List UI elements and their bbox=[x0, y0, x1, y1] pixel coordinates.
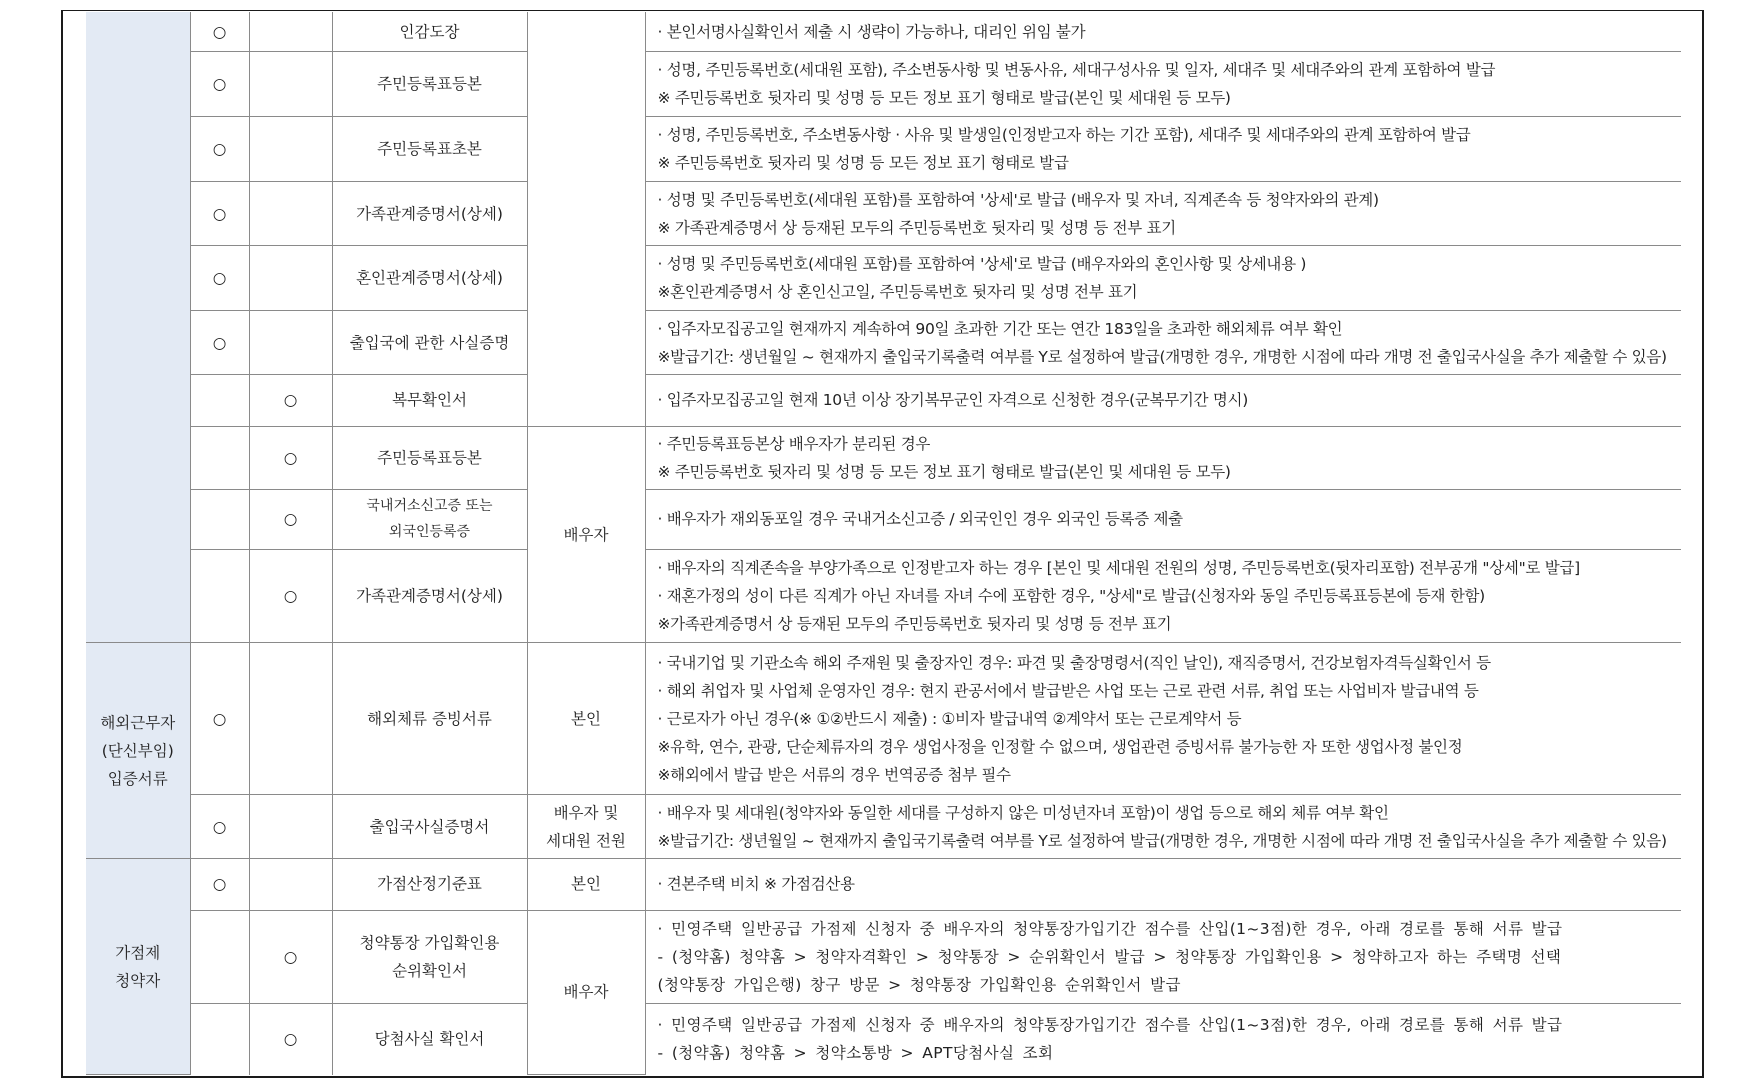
document-notes: · 성명 및 주민등록번호(세대원 포함)를 포함하여 '상세'로 발급 (배우자 및 자녀, 직계존속 등 청약자와의 관계) ※ 가족관계증명서 상 등재된 모두의 주민등록번호 뒷자리 및 성명 등 전부 표기 bbox=[645, 181, 1681, 246]
document-name: 가점산정기준표 bbox=[332, 859, 527, 911]
optional-mark-empty bbox=[249, 12, 332, 52]
required-mark: ○ bbox=[190, 795, 249, 859]
optional-mark-empty bbox=[249, 795, 332, 859]
document-notes: · 민영주택 일반공급 가점제 신청자 중 배우자의 청약통장가입기간 점수를 산입(1~3점)한 경우, 아래 경로를 통해 서류 발급 - (청약홈) 청약홈 > 청약자격확인 > 청약통장 > 순위확인서 발급 > 청약통장 가입확인용 > 청약하고자 하는 주택명 선택 (청약통장 가입은행) 창구 방문 > 청약통장 가입확인용 순위확인서 발급 bbox=[645, 910, 1681, 1003]
table-row bbox=[86, 643, 1681, 795]
document-name: 복무확인서 bbox=[332, 375, 527, 427]
table-row bbox=[86, 116, 1681, 181]
required-mark: ○ bbox=[190, 859, 249, 911]
optional-mark-empty bbox=[249, 859, 332, 911]
optional-mark-empty bbox=[249, 116, 332, 181]
target-spouse-household: 배우자 및 세대원 전원 bbox=[527, 795, 645, 859]
category-overseas: 해외근무자 (단신부임) 입증서류 bbox=[86, 643, 190, 859]
document-name: 인감도장 bbox=[332, 12, 527, 52]
document-name: 주민등록표등본 bbox=[332, 426, 527, 489]
required-mark: ○ bbox=[190, 12, 249, 52]
document-notes: · 배우자 및 세대원(청약자와 동일한 세대를 구성하지 않은 미성년자녀 포함)이 생업 등으로 해외 체류 여부 확인 ※발급기간: 생년월일 ~ 현재까지 출입국기록출력 여부를 Y로 설정하여 발급(개명한 경우, 개명한 시점에 따라 개명 전 출입국사실을 추가 제출할 수 있음) bbox=[645, 795, 1681, 859]
table-row bbox=[86, 12, 1681, 52]
document-notes: · 성명, 주민등록번호, 주소변동사항 · 사유 및 발생일(인정받고자 하는 기간 포함), 세대주 및 세대주와의 관계 포함하여 발급 ※ 주민등록번호 뒷자리 및 성명 등 모든 정보 표기 형태로 발급 bbox=[645, 116, 1681, 181]
optional-mark: ○ bbox=[249, 910, 332, 1003]
document-notes: · 입주자모집공고일 현재까지 계속하여 90일 초과한 기간 또는 연간 183일을 초과한 해외체류 여부 확인 ※발급기간: 생년월일 ~ 현재까지 출입국기록출력 여부를 Y로 설정하여 발급(개명한 경우, 개명한 시점에 따라 개명 전 출입국사실을 추가 제출할 수 있음) bbox=[645, 311, 1681, 375]
table-row bbox=[86, 52, 1681, 117]
table-row bbox=[86, 426, 1681, 489]
optional-mark-empty bbox=[249, 311, 332, 375]
document-notes: · 배우자의 직계존속을 부양가족으로 인정받고자 하는 경우 [본인 및 세대원 전원의 성명, 주민등록번호(뒷자리포함) 전부공개 "상세"로 발급] · 재혼가정의 성이 다른 직계가 아닌 자녀를 자녀 수에 포함한 경우, "상세"로 발급(신청자와 동일 주민등록표등본에 등재 한함) ※가족관계증명서 상 등재된 모두의 주민등록번호 뒷자리 및 성명 등 전부 표기 bbox=[645, 550, 1681, 643]
document-name: 주민등록표초본 bbox=[332, 116, 527, 181]
document-notes: · 입주자모집공고일 현재 10년 이상 장기복무군인 자격으로 신청한 경우(군복무기간 명시) bbox=[645, 375, 1681, 427]
table-row bbox=[86, 859, 1681, 911]
target-self: 본인 bbox=[527, 643, 645, 795]
optional-mark-empty bbox=[249, 52, 332, 117]
document-name: 출입국사실증명서 bbox=[332, 795, 527, 859]
category-points: 가점제 청약자 bbox=[86, 859, 190, 1075]
optional-mark: ○ bbox=[249, 550, 332, 643]
optional-mark-empty bbox=[249, 643, 332, 795]
category-cell-continued bbox=[86, 12, 190, 643]
target-cell-continued bbox=[527, 12, 645, 426]
table-row bbox=[86, 795, 1681, 859]
document-name: 청약통장 가입확인용 순위확인서 bbox=[332, 910, 527, 1003]
required-mark-empty bbox=[190, 375, 249, 427]
required-mark-empty bbox=[190, 550, 249, 643]
required-mark-empty bbox=[190, 1003, 249, 1074]
document-notes: · 배우자가 재외동포일 경우 국내거소신고증 / 외국인인 경우 외국인 등록증 제출 bbox=[645, 489, 1681, 550]
required-mark: ○ bbox=[190, 181, 249, 246]
document-name: 출입국에 관한 사실증명 bbox=[332, 311, 527, 375]
table-row bbox=[86, 550, 1681, 643]
required-mark: ○ bbox=[190, 246, 249, 311]
target-spouse: 배우자 bbox=[527, 426, 645, 643]
document-name: 해외체류 증빙서류 bbox=[332, 643, 527, 795]
document-name: 당첨사실 확인서 bbox=[332, 1003, 527, 1074]
table-row bbox=[86, 311, 1681, 375]
document-notes: · 성명 및 주민등록번호(세대원 포함)를 포함하여 '상세'로 발급 (배우자와의 혼인사항 및 상세내용 ) ※혼인관계증명서 상 혼인신고일, 주민등록번호 뒷자리 및 성명 전부 표기 bbox=[645, 246, 1681, 311]
table-row bbox=[86, 181, 1681, 246]
document-name: 가족관계증명서(상세) bbox=[332, 181, 527, 246]
required-mark-empty bbox=[190, 489, 249, 550]
target-spouse: 배우자 bbox=[527, 910, 645, 1074]
table-row bbox=[86, 489, 1681, 550]
document-notes: · 견본주택 비치 ※ 가점검산용 bbox=[645, 859, 1681, 911]
required-documents-table bbox=[86, 12, 1681, 1075]
table-row bbox=[86, 1003, 1681, 1074]
optional-mark-empty bbox=[249, 181, 332, 246]
document-notes: · 본인서명사실확인서 제출 시 생략이 가능하나, 대리인 위임 불가 bbox=[645, 12, 1681, 52]
document-name: 국내거소신고증 또는 외국인등록증 bbox=[332, 489, 527, 550]
optional-mark: ○ bbox=[249, 375, 332, 427]
required-mark-empty bbox=[190, 910, 249, 1003]
document-notes: · 주민등록표등본상 배우자가 분리된 경우 ※ 주민등록번호 뒷자리 및 성명 등 모든 정보 표기 형태로 발급(본인 및 세대원 등 모두) bbox=[645, 426, 1681, 489]
optional-mark: ○ bbox=[249, 489, 332, 550]
table-row bbox=[86, 910, 1681, 1003]
target-self: 본인 bbox=[527, 859, 645, 911]
required-mark: ○ bbox=[190, 52, 249, 117]
optional-mark: ○ bbox=[249, 1003, 332, 1074]
document-name: 주민등록표등본 bbox=[332, 52, 527, 117]
optional-mark-empty bbox=[249, 246, 332, 311]
document-notes: · 민영주택 일반공급 가점제 신청자 중 배우자의 청약통장가입기간 점수를 산입(1~3점)한 경우, 아래 경로를 통해 서류 발급 - (청약홈) 청약홈 > 청약소통방 > APT당첨사실 조회 bbox=[645, 1003, 1681, 1074]
document-name: 가족관계증명서(상세) bbox=[332, 550, 527, 643]
required-mark-empty bbox=[190, 426, 249, 489]
table-row bbox=[86, 246, 1681, 311]
required-mark: ○ bbox=[190, 116, 249, 181]
required-mark: ○ bbox=[190, 311, 249, 375]
table-row bbox=[86, 375, 1681, 427]
document-name: 혼인관계증명서(상세) bbox=[332, 246, 527, 311]
optional-mark: ○ bbox=[249, 426, 332, 489]
required-mark: ○ bbox=[190, 643, 249, 795]
document-notes: · 국내기업 및 기관소속 해외 주재원 및 출장자인 경우: 파견 및 출장명령서(직인 날인), 재직증명서, 건강보험자격득실확인서 등 · 해외 취업자 및 사업체 운영자인 경우: 현지 관공서에서 발급받은 사업 또는 근로 관련 서류, 취업 또는 사업비자 발급내역 등 · 근로자가 아닌 경우(※ ①②반드시 제출) : ①비자 발급내역 ②계약서 또는 근로계약서 등 ※유학, 연수, 관광, 단순체류자의 경우 생업사정을 인정할 수 없으며, 생업관련 증빙서류 불가능한 자 또한 생업사정 불인정 ※해외에서 발급 받은 서류의 경우 번역공증 첨부 필수 bbox=[645, 643, 1681, 795]
document-notes: · 성명, 주민등록번호(세대원 포함), 주소변동사항 및 변동사유, 세대구성사유 및 일자, 세대주 및 세대주와의 관계 포함하여 발급 ※ 주민등록번호 뒷자리 및 성명 등 모든 정보 표기 형태로 발급(본인 및 세대원 등 모두) bbox=[645, 52, 1681, 117]
